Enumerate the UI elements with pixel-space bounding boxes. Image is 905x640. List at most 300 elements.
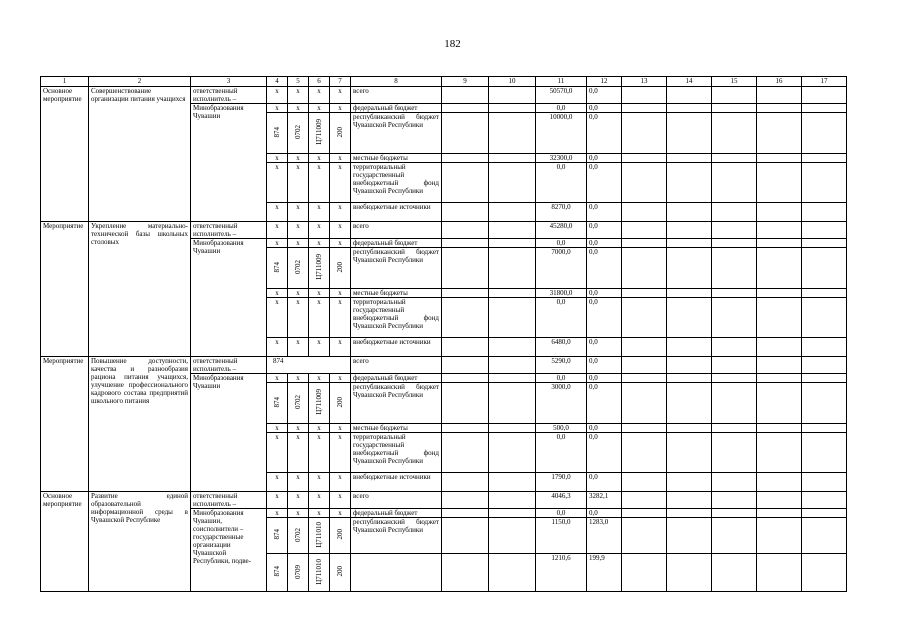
value-col11: 45280,0 xyxy=(536,222,587,239)
value-col12: 0,0 xyxy=(587,509,622,518)
budget-code-cell xyxy=(330,289,351,298)
empty-cell xyxy=(757,203,802,222)
empty-cell xyxy=(712,554,757,592)
empty-cell xyxy=(442,104,489,113)
empty-cell xyxy=(667,239,712,248)
budget-code-cell xyxy=(309,298,330,338)
budget-code: 874 xyxy=(273,566,281,577)
budget-code-cell xyxy=(267,338,288,357)
budget-code: x xyxy=(296,424,300,432)
header-cell: 6 xyxy=(309,77,330,87)
empty-cell xyxy=(802,289,847,298)
budget-code-cell xyxy=(288,424,309,433)
empty-cell xyxy=(667,113,712,154)
header-cell: 15 xyxy=(712,77,757,87)
value-col12: 3282,1 xyxy=(587,492,622,509)
empty-cell xyxy=(712,374,757,383)
value-col11: 1210,6 xyxy=(536,554,587,592)
budget-table xyxy=(40,76,847,592)
budget-code: x xyxy=(275,473,279,481)
empty-cell xyxy=(757,154,802,163)
value-col11: 4046,3 xyxy=(536,492,587,509)
value-col12: 0,0 xyxy=(587,473,622,492)
budget-code: Ц711009 xyxy=(315,389,323,415)
budget-code: x xyxy=(275,289,279,297)
budget-code-cell xyxy=(309,248,330,289)
empty-cell xyxy=(712,473,757,492)
empty-cell xyxy=(712,163,757,203)
budget-code-cell xyxy=(330,338,351,357)
budget-code-cell xyxy=(309,338,330,357)
budget-code-cell xyxy=(330,104,351,113)
activity-type-cell: Мероприятие xyxy=(41,357,89,492)
empty-cell xyxy=(622,338,667,357)
budget-code: x xyxy=(296,104,300,112)
budget-code: x xyxy=(275,239,279,247)
funding-source-cell: внебюджетные источники xyxy=(351,203,442,222)
budget-code-cell xyxy=(309,203,330,222)
budget-code-cell xyxy=(309,509,330,518)
empty-cell xyxy=(489,383,536,424)
empty-cell xyxy=(802,424,847,433)
empty-cell xyxy=(667,473,712,492)
budget-code-cell xyxy=(330,518,351,554)
value-col11: 3000,0 xyxy=(536,383,587,424)
budget-code-cell xyxy=(309,473,330,492)
budget-code-cell xyxy=(267,357,351,374)
budget-code: x xyxy=(275,509,279,517)
budget-code-cell xyxy=(288,222,309,239)
empty-cell xyxy=(712,357,757,374)
empty-cell xyxy=(712,203,757,222)
budget-code: x xyxy=(275,163,279,171)
empty-cell xyxy=(667,509,712,518)
empty-cell xyxy=(489,357,536,374)
value-col11: 0,0 xyxy=(536,104,587,113)
value-col12: 199,9 xyxy=(587,554,622,592)
value-col12: 0,0 xyxy=(587,383,622,424)
empty-cell xyxy=(622,509,667,518)
header-cell: 8 xyxy=(351,77,442,87)
empty-cell xyxy=(489,222,536,239)
budget-code: 200 xyxy=(336,396,344,408)
value-col12: 0,0 xyxy=(587,433,622,473)
budget-code-cell xyxy=(288,473,309,492)
budget-code-cell xyxy=(288,154,309,163)
budget-code: x xyxy=(317,154,321,162)
empty-cell xyxy=(442,374,489,383)
empty-cell xyxy=(489,289,536,298)
activity-name-cell: Укрепление материально-технической базы школьных столовых xyxy=(89,222,191,357)
budget-code: 874 xyxy=(273,357,284,365)
budget-code: x xyxy=(338,154,342,162)
budget-code: x xyxy=(296,338,300,346)
empty-cell xyxy=(757,163,802,203)
budget-code-cell xyxy=(330,113,351,154)
budget-code: x xyxy=(317,289,321,297)
empty-cell xyxy=(442,433,489,473)
value-col11: 6480,0 xyxy=(536,338,587,357)
budget-code-cell xyxy=(288,87,309,104)
budget-code: x xyxy=(338,87,342,95)
budget-code-cell xyxy=(288,163,309,203)
empty-cell xyxy=(712,222,757,239)
empty-cell xyxy=(712,104,757,113)
budget-code: x xyxy=(338,104,342,112)
empty-cell xyxy=(757,518,802,554)
value-col11: 5290,0 xyxy=(536,357,587,374)
empty-cell xyxy=(442,492,489,509)
budget-code: x xyxy=(338,222,342,230)
budget-code-cell xyxy=(267,374,288,383)
budget-code: x xyxy=(296,163,300,171)
funding-source-cell: внебюджетные источники xyxy=(351,338,442,357)
budget-code: x xyxy=(275,424,279,432)
table-row xyxy=(41,492,847,509)
budget-code: x xyxy=(275,338,279,346)
value-col11: 1150,0 xyxy=(536,518,587,554)
budget-code-cell xyxy=(309,492,330,509)
empty-cell xyxy=(622,492,667,509)
budget-code: x xyxy=(275,203,279,211)
empty-cell xyxy=(757,357,802,374)
budget-code-cell xyxy=(330,433,351,473)
empty-cell xyxy=(667,383,712,424)
budget-code: 874 xyxy=(273,126,281,138)
budget-code-cell xyxy=(267,222,288,239)
budget-code: x xyxy=(317,473,321,481)
value-col12: 0,0 xyxy=(587,104,622,113)
budget-code: Ц711010 xyxy=(315,558,323,585)
budget-code: Ц711010 xyxy=(315,521,323,548)
empty-cell xyxy=(442,383,489,424)
empty-cell xyxy=(802,154,847,163)
empty-cell xyxy=(667,424,712,433)
budget-code-cell xyxy=(309,289,330,298)
value-col11: 7000,0 xyxy=(536,248,587,289)
empty-cell xyxy=(442,289,489,298)
budget-code: x xyxy=(338,239,342,247)
empty-cell xyxy=(757,424,802,433)
budget-code: x xyxy=(317,163,321,171)
budget-code: 200 xyxy=(336,566,344,577)
empty-cell xyxy=(757,492,802,509)
empty-cell xyxy=(667,154,712,163)
value-col12: 0,0 xyxy=(587,248,622,289)
empty-cell xyxy=(757,509,802,518)
budget-code: x xyxy=(296,154,300,162)
empty-cell xyxy=(667,518,712,554)
empty-cell xyxy=(802,509,847,518)
empty-cell xyxy=(489,374,536,383)
budget-code-cell xyxy=(288,203,309,222)
empty-cell xyxy=(667,289,712,298)
empty-cell xyxy=(442,424,489,433)
value-col11: 50570,0 xyxy=(536,87,587,104)
budget-code-cell xyxy=(267,248,288,289)
funding-source-cell: федеральный бюджет xyxy=(351,104,442,113)
header-cell: 3 xyxy=(191,77,267,87)
budget-code: 0709 xyxy=(294,564,302,579)
table-row xyxy=(41,87,847,104)
value-col12: 0,0 xyxy=(587,289,622,298)
budget-code-cell xyxy=(267,383,288,424)
empty-cell xyxy=(667,163,712,203)
empty-cell xyxy=(489,433,536,473)
budget-code: x xyxy=(338,473,342,481)
budget-code-cell xyxy=(309,374,330,383)
budget-code-cell xyxy=(288,518,309,554)
budget-code: x xyxy=(338,374,342,382)
value-col12: 0,0 xyxy=(587,298,622,338)
funding-source-cell: территориальный государственный внебюджетный фонд Чувашской Республики xyxy=(351,163,442,203)
budget-code: x xyxy=(296,298,300,306)
budget-code: 200 xyxy=(336,261,344,273)
budget-code: x xyxy=(296,473,300,481)
value-col11: 500,0 xyxy=(536,424,587,433)
empty-cell xyxy=(667,357,712,374)
value-col11: 31800,0 xyxy=(536,289,587,298)
value-col12: 0,0 xyxy=(587,338,622,357)
value-col11: 8270,0 xyxy=(536,203,587,222)
value-col12: 0,0 xyxy=(587,154,622,163)
funding-source-cell: всего xyxy=(351,222,442,239)
activity-name-cell: Совершенствование организации питания учащихся xyxy=(89,87,191,222)
budget-code: x xyxy=(275,433,279,441)
header-cell: 4 xyxy=(267,77,288,87)
value-col12: 1283,0 xyxy=(587,518,622,554)
budget-code: x xyxy=(296,492,300,500)
budget-code-cell xyxy=(309,554,330,592)
budget-code: x xyxy=(296,222,300,230)
budget-code: 200 xyxy=(336,126,344,138)
empty-cell xyxy=(802,492,847,509)
empty-cell xyxy=(757,104,802,113)
empty-cell xyxy=(757,554,802,592)
empty-cell xyxy=(667,554,712,592)
empty-cell xyxy=(802,554,847,592)
budget-code: x xyxy=(275,154,279,162)
value-col12: 0,0 xyxy=(587,163,622,203)
empty-cell xyxy=(489,239,536,248)
empty-cell xyxy=(489,87,536,104)
budget-code-cell xyxy=(288,239,309,248)
budget-code-cell xyxy=(309,163,330,203)
budget-code-cell xyxy=(330,554,351,592)
budget-code: x xyxy=(275,374,279,382)
empty-cell xyxy=(712,154,757,163)
value-col12: 0,0 xyxy=(587,239,622,248)
empty-cell xyxy=(757,374,802,383)
empty-cell xyxy=(802,357,847,374)
empty-cell xyxy=(442,222,489,239)
empty-cell xyxy=(489,248,536,289)
executor-label-cell: ответственный исполнитель – xyxy=(191,492,267,509)
empty-cell xyxy=(712,87,757,104)
funding-source-cell: внебюджетные источники xyxy=(351,473,442,492)
budget-code: x xyxy=(317,87,321,95)
budget-code-cell xyxy=(330,509,351,518)
budget-code-cell xyxy=(267,154,288,163)
value-col12: 0,0 xyxy=(587,222,622,239)
empty-cell xyxy=(622,554,667,592)
executor-org-cell: Минобразования Чувашии, соисполнители – государственные организации Чувашской Республики, подве- xyxy=(191,509,267,592)
budget-code: x xyxy=(317,433,321,441)
budget-code: x xyxy=(338,298,342,306)
budget-code-cell xyxy=(288,289,309,298)
executor-org-cell: Минобразования Чувашии xyxy=(191,239,267,357)
funding-source-cell: местные бюджеты xyxy=(351,154,442,163)
empty-cell xyxy=(622,433,667,473)
budget-code: x xyxy=(317,424,321,432)
table-row xyxy=(41,222,847,239)
value-col11: 0,0 xyxy=(536,509,587,518)
budget-code: x xyxy=(338,509,342,517)
empty-cell xyxy=(757,239,802,248)
budget-code-cell xyxy=(330,374,351,383)
empty-cell xyxy=(757,298,802,338)
empty-cell xyxy=(622,357,667,374)
header-cell: 2 xyxy=(89,77,191,87)
budget-code-cell xyxy=(330,492,351,509)
value-col11: 0,0 xyxy=(536,163,587,203)
empty-cell xyxy=(757,289,802,298)
budget-code: 200 xyxy=(336,529,344,540)
empty-cell xyxy=(802,298,847,338)
empty-cell xyxy=(489,154,536,163)
empty-cell xyxy=(757,433,802,473)
empty-cell xyxy=(622,163,667,203)
budget-code: x xyxy=(296,374,300,382)
empty-cell xyxy=(442,518,489,554)
empty-cell xyxy=(802,338,847,357)
budget-code-cell xyxy=(267,424,288,433)
empty-cell xyxy=(442,357,489,374)
budget-code-cell xyxy=(288,248,309,289)
value-col11: 0,0 xyxy=(536,374,587,383)
empty-cell xyxy=(442,248,489,289)
budget-code-cell xyxy=(288,383,309,424)
empty-cell xyxy=(622,518,667,554)
budget-code-cell xyxy=(267,518,288,554)
empty-cell xyxy=(757,248,802,289)
empty-cell xyxy=(622,383,667,424)
budget-code-cell xyxy=(267,203,288,222)
budget-code-cell xyxy=(288,104,309,113)
budget-code: x xyxy=(317,239,321,247)
budget-code-cell xyxy=(330,163,351,203)
budget-code-cell xyxy=(309,222,330,239)
empty-cell xyxy=(442,298,489,338)
table-row xyxy=(41,357,847,374)
empty-cell xyxy=(667,374,712,383)
budget-code-cell xyxy=(309,87,330,104)
empty-cell xyxy=(712,248,757,289)
empty-cell xyxy=(622,239,667,248)
budget-code: x xyxy=(338,433,342,441)
header-cell: 11 xyxy=(536,77,587,87)
header-cell: 16 xyxy=(757,77,802,87)
header-cell: 1 xyxy=(41,77,89,87)
value-col11: 0,0 xyxy=(536,433,587,473)
budget-code: Ц711009 xyxy=(315,254,323,280)
header-cell: 14 xyxy=(667,77,712,87)
empty-cell xyxy=(712,113,757,154)
budget-code: 0702 xyxy=(294,125,302,139)
budget-code: x xyxy=(338,338,342,346)
executor-label-cell: ответственный исполнитель – xyxy=(191,87,267,104)
empty-cell xyxy=(802,113,847,154)
funding-source-cell: республиканский бюджет Чувашской Республики xyxy=(351,383,442,424)
budget-code-cell xyxy=(309,383,330,424)
budget-code: x xyxy=(317,338,321,346)
budget-code: x xyxy=(275,222,279,230)
budget-code-cell xyxy=(330,248,351,289)
empty-cell xyxy=(489,424,536,433)
empty-cell xyxy=(757,87,802,104)
budget-code: x xyxy=(296,289,300,297)
empty-cell xyxy=(712,298,757,338)
funding-source-cell xyxy=(351,554,442,592)
budget-code-cell xyxy=(288,492,309,509)
budget-code: x xyxy=(296,239,300,247)
empty-cell xyxy=(802,239,847,248)
value-col11: 0,0 xyxy=(536,239,587,248)
empty-cell xyxy=(442,509,489,518)
empty-cell xyxy=(667,104,712,113)
empty-cell xyxy=(489,492,536,509)
budget-code: 0702 xyxy=(294,527,302,542)
empty-cell xyxy=(622,104,667,113)
budget-code-cell xyxy=(288,433,309,473)
funding-source-cell: республиканский бюджет Чувашской Республики xyxy=(351,113,442,154)
empty-cell xyxy=(622,154,667,163)
budget-code-cell xyxy=(330,239,351,248)
funding-source-cell: всего xyxy=(351,492,442,509)
empty-cell xyxy=(622,203,667,222)
budget-code: x xyxy=(275,87,279,95)
budget-code: x xyxy=(338,492,342,500)
empty-cell xyxy=(802,374,847,383)
budget-code-cell xyxy=(267,163,288,203)
budget-code-cell xyxy=(309,104,330,113)
budget-code-cell xyxy=(309,424,330,433)
value-col12: 0,0 xyxy=(587,357,622,374)
budget-code: 874 xyxy=(273,529,281,540)
empty-cell xyxy=(442,203,489,222)
budget-code: Ц711009 xyxy=(315,119,323,145)
budget-code-cell xyxy=(267,104,288,113)
budget-code-cell xyxy=(288,338,309,357)
executor-org-cell: Минобразования Чувашии xyxy=(191,104,267,222)
budget-code: x xyxy=(275,298,279,306)
empty-cell xyxy=(712,239,757,248)
budget-code-cell xyxy=(267,433,288,473)
empty-cell xyxy=(489,518,536,554)
empty-cell xyxy=(489,163,536,203)
funding-source-cell: федеральный бюджет xyxy=(351,374,442,383)
value-col11: 32300,0 xyxy=(536,154,587,163)
budget-code-cell xyxy=(330,222,351,239)
empty-cell xyxy=(442,473,489,492)
budget-code-cell xyxy=(330,383,351,424)
empty-cell xyxy=(667,492,712,509)
empty-cell xyxy=(622,473,667,492)
empty-cell xyxy=(442,338,489,357)
empty-cell xyxy=(802,473,847,492)
value-col12: 0,0 xyxy=(587,203,622,222)
budget-code-cell xyxy=(309,113,330,154)
